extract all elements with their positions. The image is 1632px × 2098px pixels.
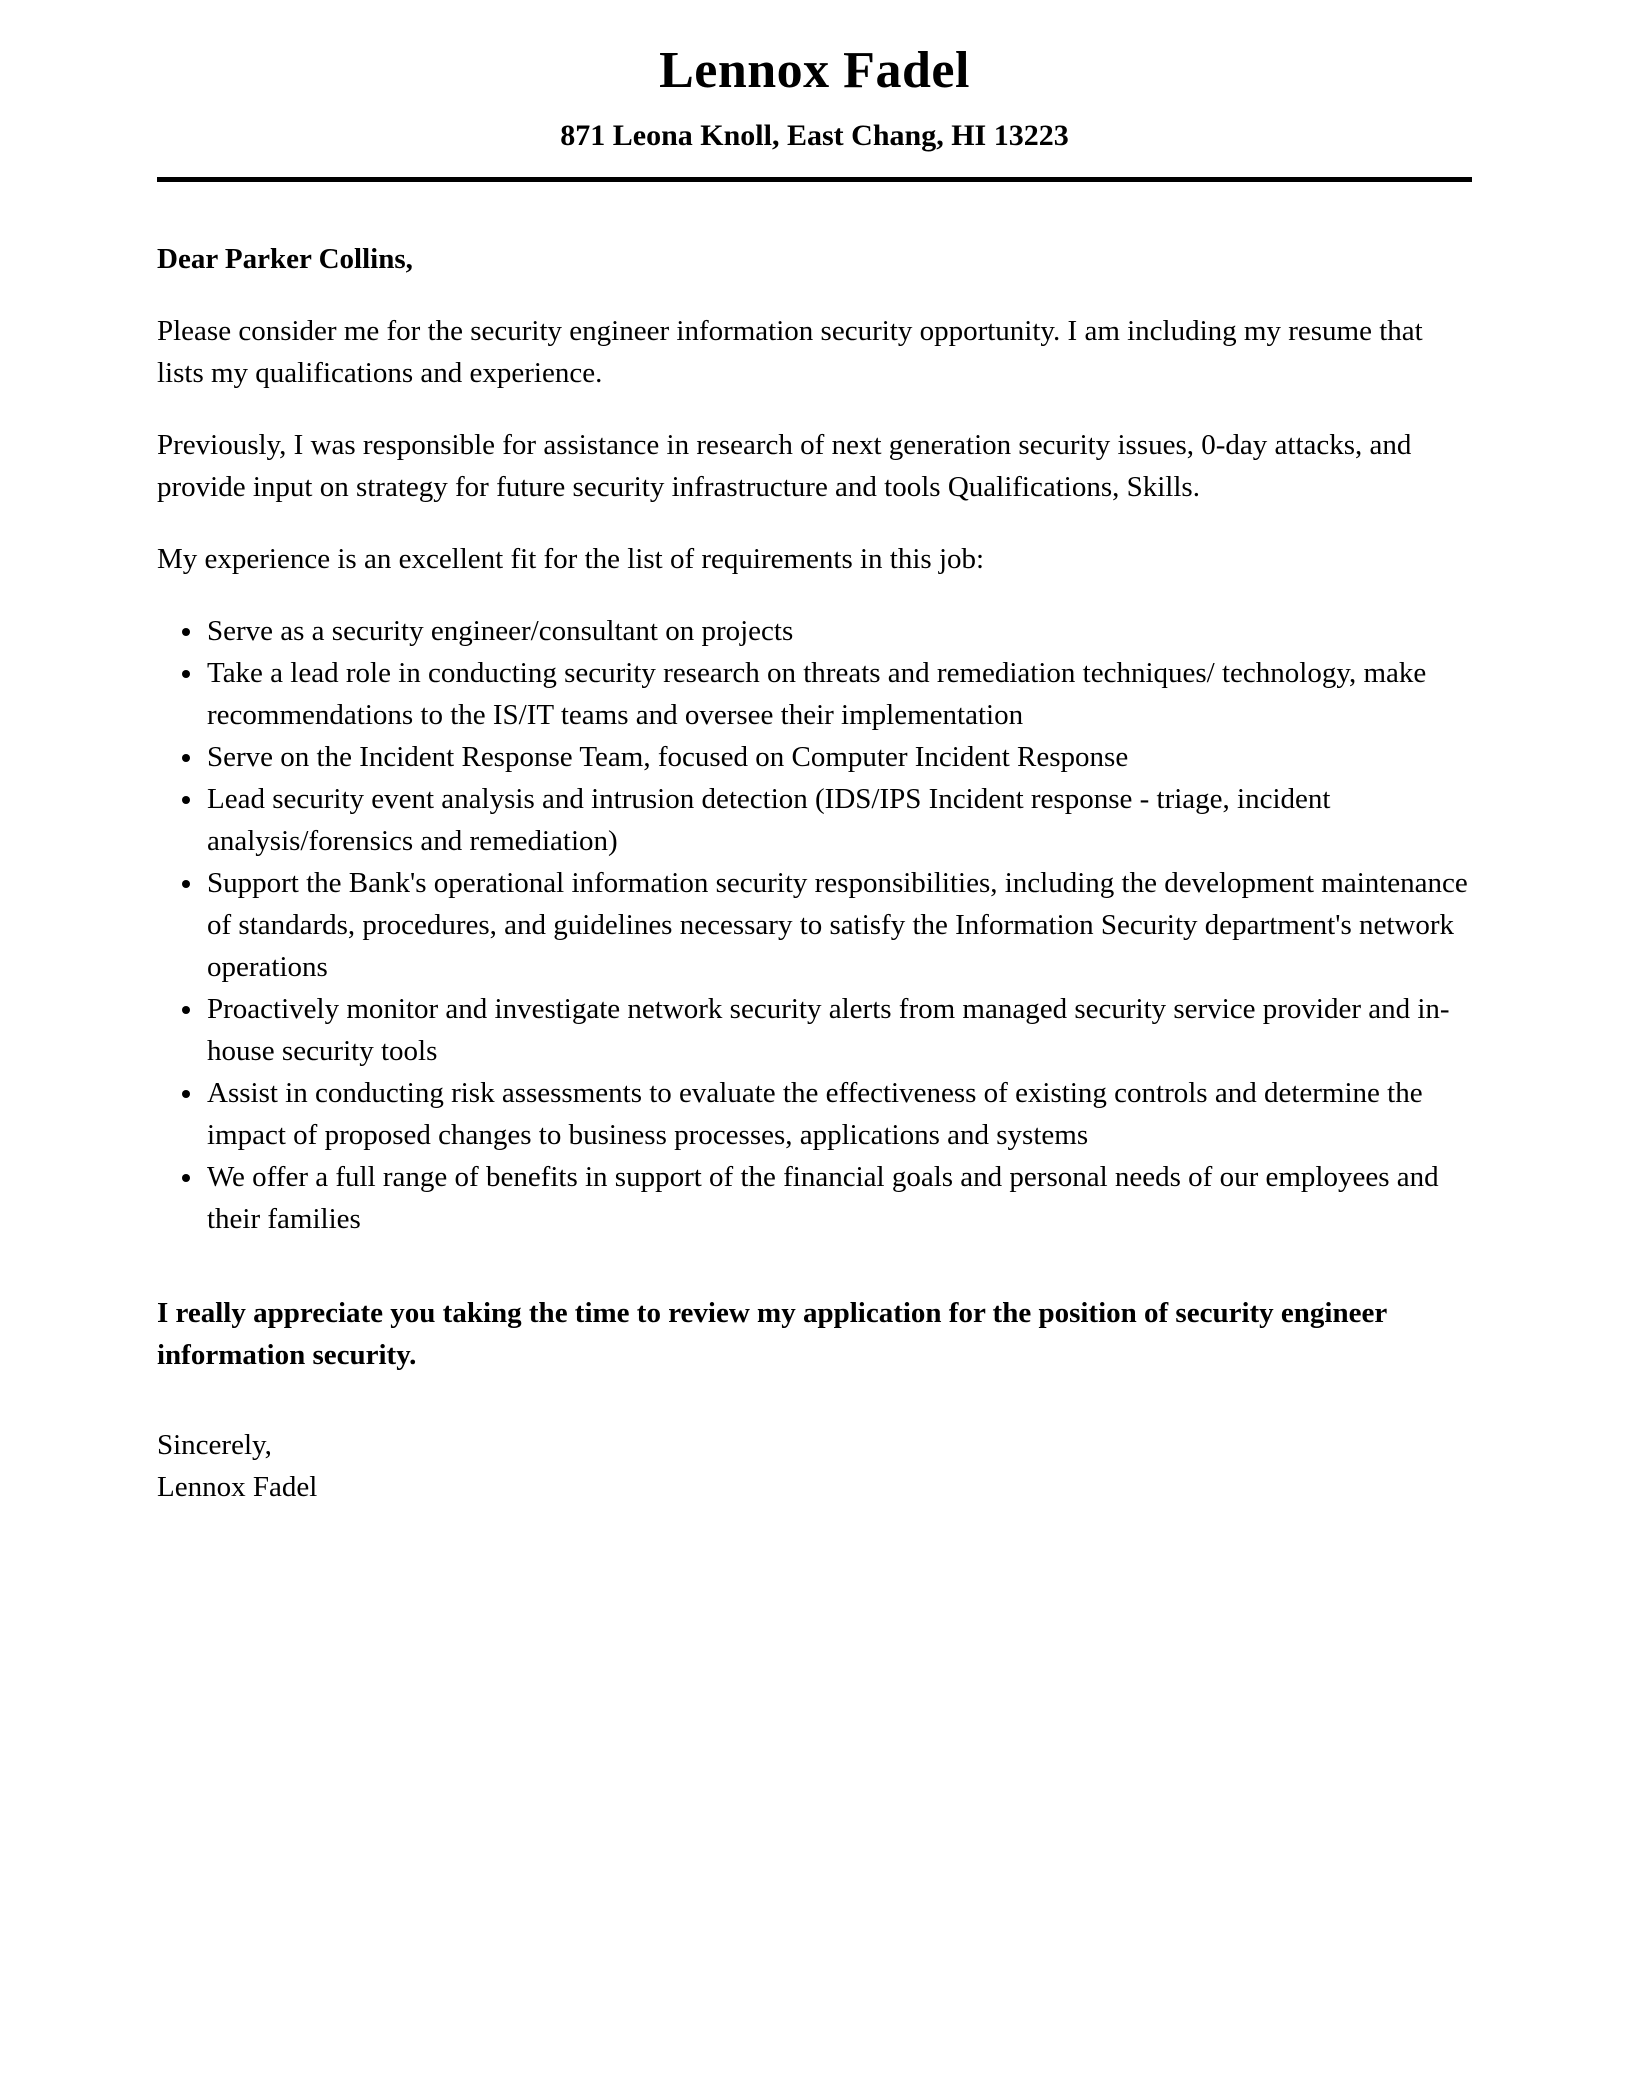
list-item: • Serve as a security engineer/consultant on projects <box>205 610 1472 652</box>
list-item: • Assist in conducting risk assessments to evaluate the effectiveness of existing controls and determine the impact of proposed changes to business processes, applications and systems <box>205 1072 1472 1156</box>
list-item: • Support the Bank's operational information security responsibilities, including the development maintenance of standards, procedures, and guidelines necessary to satisfy the Information Security department's network operations <box>205 862 1472 988</box>
paragraph-previous-role: Previously, I was responsible for assistance in research of next generation security issues, 0-day attacks, and provide input on strategy for future security infrastructure and tools Qualifications, Skills. <box>157 429 1412 504</box>
list-item: • Serve on the Incident Response Team, focused on Computer Incident Response <box>205 736 1472 778</box>
list-item: • Take a lead role in conducting security research on threats and remediation techniques/ technology, make recommendations to the IS/IT teams and oversee their implementation <box>205 652 1472 736</box>
letter-body <box>157 238 1472 1508</box>
closing-statement: I really appreciate you taking the time to review my application for the position of security engineer information security. <box>157 1297 1387 1372</box>
paragraph-intro: Please consider me for the security engineer information security opportunity. I am including my resume that lists my qualifications and experience. <box>157 315 1423 390</box>
letter-header <box>157 42 1472 182</box>
signoff-block <box>157 1424 1472 1508</box>
signoff-name: Lennox Fadel <box>157 1471 318 1504</box>
page-title: Lennox Fadel <box>659 42 970 99</box>
signoff-salutation: Sincerely, <box>157 1429 272 1462</box>
paragraph-experience-fit: My experience is an excellent fit for the list of requirements in this job: <box>157 543 985 576</box>
greeting: Dear Parker Collins, <box>157 243 413 276</box>
list-item: • We offer a full range of benefits in support of the financial goals and personal needs of our employees and their families <box>205 1156 1472 1240</box>
requirements-list <box>157 610 1472 1240</box>
list-item: • Lead security event analysis and intrusion detection (IDS/IPS Incident response - triage, incident analysis/forensics and remediation) <box>205 778 1472 862</box>
list-item: • Proactively monitor and investigate network security alerts from managed security service provider and in-house security tools <box>205 988 1472 1072</box>
contact-address: 871 Leona Knoll, East Chang, HI 13223 <box>560 119 1069 153</box>
header-divider <box>157 177 1472 182</box>
